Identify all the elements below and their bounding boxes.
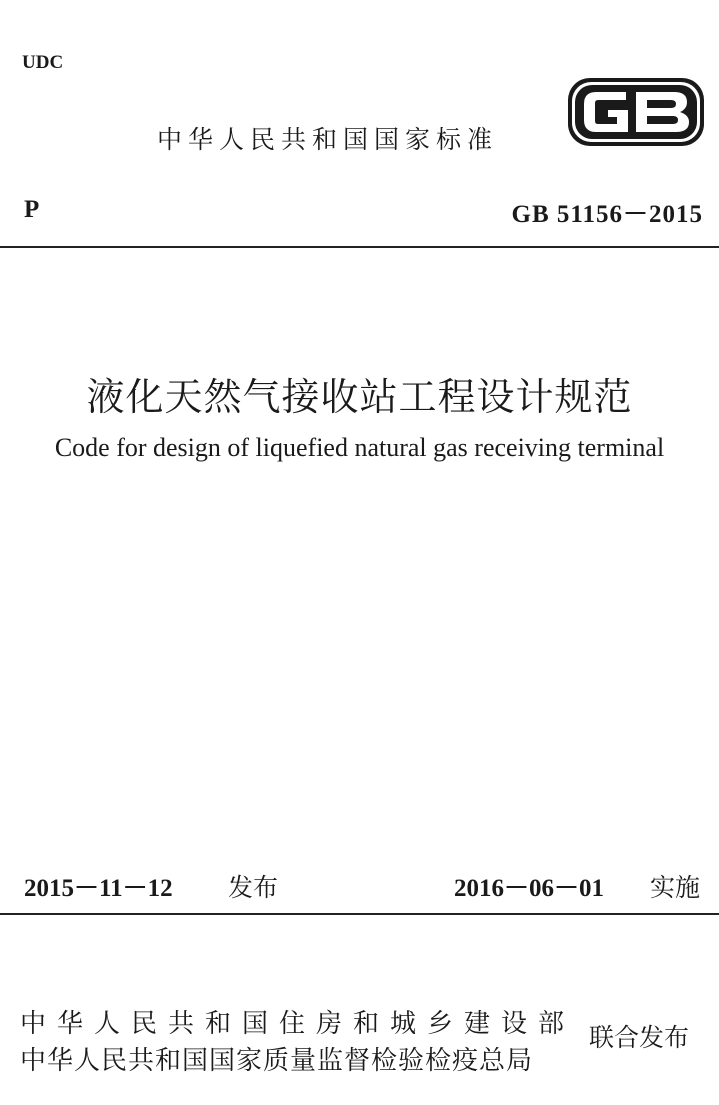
top-rule — [0, 246, 719, 248]
publish-label: 发布 — [228, 873, 279, 902]
title-chinese: 液化天然气接收站工程设计规范 — [86, 377, 633, 419]
implement-date: 2016－06－01 — [454, 875, 605, 902]
joint-issue-label: 联合发布 — [589, 1023, 690, 1052]
issuer-line-1: 中华人民共和国住房和城乡建设部 — [20, 1009, 576, 1039]
publish-date: 2015－11－12 — [24, 875, 173, 902]
national-standard-heading: 中华人民共和国国家标准 — [157, 125, 499, 154]
title-english: Code for design of liquefied natural gas receiving terminal — [54, 433, 665, 462]
standard-number: GB 51156－2015 — [511, 201, 703, 228]
category-code: P — [24, 196, 40, 223]
implement-label: 实施 — [650, 873, 701, 902]
udc-label: UDC — [22, 52, 64, 73]
gb-logo — [566, 76, 706, 148]
gb-logo-text: GB — [566, 76, 568, 77]
issuer-line-2: 中华人民共和国国家质量监督检验检疫总局 — [20, 1046, 534, 1076]
bottom-rule — [0, 913, 719, 915]
